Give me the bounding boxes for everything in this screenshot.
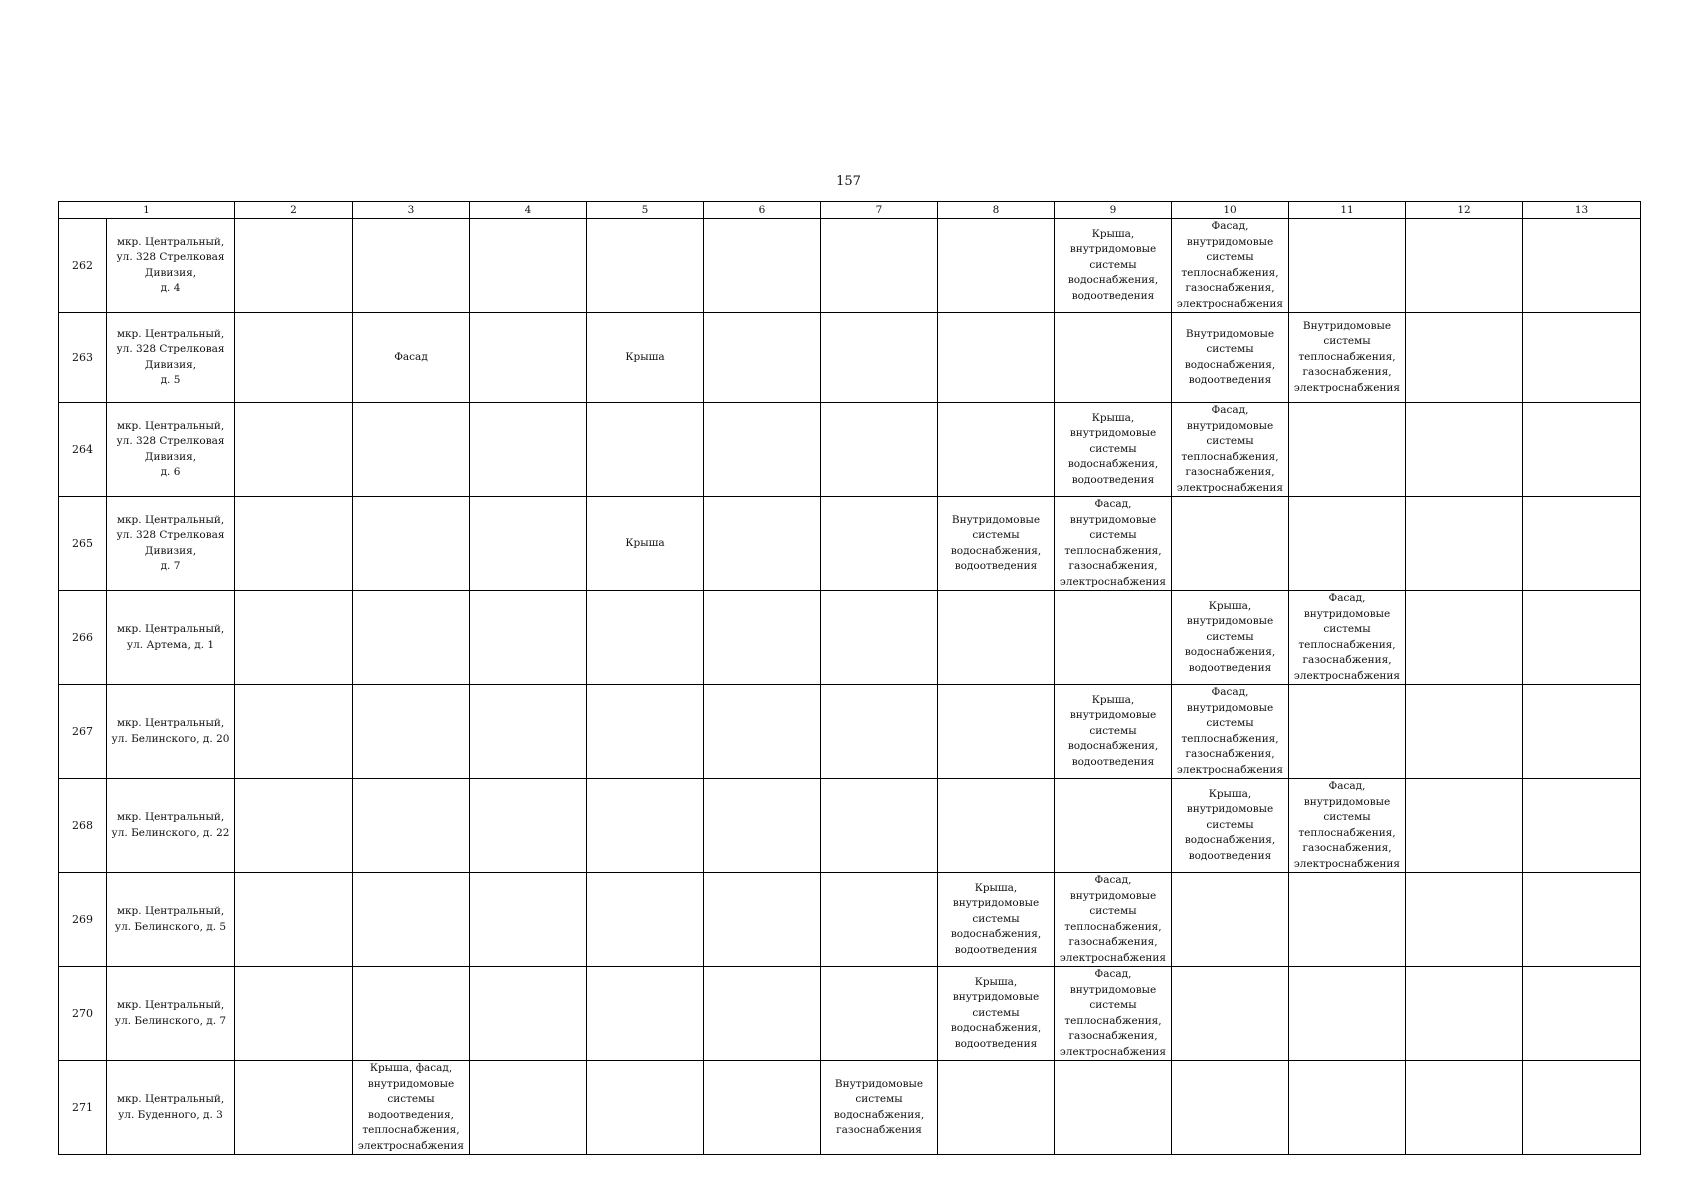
cell-c11 [1289, 967, 1406, 1061]
cell-c9 [1055, 1061, 1172, 1155]
cell-c6 [704, 219, 821, 313]
cell-c7 [821, 403, 938, 497]
work-type-text: Фасад, внутридомовые системы теплоснабжения, газоснабжения, электроснабжения [1176, 686, 1284, 776]
row-number: 265 [72, 536, 93, 550]
cell-c2 [235, 685, 353, 779]
cell-c5 [587, 313, 704, 403]
cell-c3 [353, 497, 470, 591]
cell-c12 [1406, 873, 1523, 967]
cell-c8 [938, 967, 1055, 1061]
row-number: 268 [72, 818, 93, 832]
cell-c8 [938, 873, 1055, 967]
column-header: 12 [1406, 202, 1523, 219]
address-text: мкр. Центральный, ул. 328 Стрелковая Дивизия, д. 7 [116, 513, 225, 572]
cell-c10 [1172, 219, 1289, 313]
cell-c3 [353, 967, 470, 1061]
table-row [59, 1061, 1641, 1155]
cell-c3 [353, 313, 470, 403]
cell-c13 [1523, 403, 1641, 497]
cell-c13 [1523, 591, 1641, 685]
cell-c8 [938, 591, 1055, 685]
cell-c10 [1172, 685, 1289, 779]
cell-c6 [704, 591, 821, 685]
row-number: 264 [72, 442, 93, 456]
cell-c12 [1406, 591, 1523, 685]
cell-c4 [470, 779, 587, 873]
cell-c12 [1406, 313, 1523, 403]
cell-c11 [1289, 403, 1406, 497]
cell-c11 [1289, 873, 1406, 967]
cell-c11 [1289, 313, 1406, 403]
work-type-text: Крыша, внутридомовые системы водоснабжения, водоотведения [1067, 227, 1159, 302]
cell-c6 [704, 967, 821, 1061]
cell-c8 [938, 685, 1055, 779]
cell-c9 [1055, 403, 1172, 497]
cell-c7 [821, 313, 938, 403]
address-cell [107, 967, 235, 1061]
row-number-cell [59, 497, 107, 591]
work-type-text: Фасад, внутридомовые системы теплоснабжения, газоснабжения, электроснабжения [1293, 780, 1401, 870]
cell-c11 [1289, 591, 1406, 685]
row-number: 270 [72, 1006, 93, 1020]
address-text: мкр. Центральный, ул. 328 Стрелковая Дивизия, д. 6 [116, 419, 225, 478]
cell-c10 [1172, 967, 1289, 1061]
cell-c4 [470, 873, 587, 967]
row-number-cell [59, 685, 107, 779]
cell-c9 [1055, 219, 1172, 313]
row-number: 263 [72, 350, 93, 364]
cell-c4 [470, 591, 587, 685]
cell-c4 [470, 313, 587, 403]
cell-c13 [1523, 1061, 1641, 1155]
cell-c4 [470, 219, 587, 313]
cell-c10 [1172, 779, 1289, 873]
cell-c5 [587, 685, 704, 779]
cell-c5 [587, 219, 704, 313]
cell-c2 [235, 403, 353, 497]
cell-c3 [353, 403, 470, 497]
cell-c7 [821, 219, 938, 313]
cell-c10 [1172, 873, 1289, 967]
cell-c2 [235, 497, 353, 591]
table-row [59, 403, 1641, 497]
work-type-text: Фасад, внутридомовые системы теплоснабжения, газоснабжения, электроснабжения [1059, 968, 1167, 1058]
cell-c11 [1289, 685, 1406, 779]
address-cell [107, 591, 235, 685]
row-number-cell [59, 591, 107, 685]
cell-c2 [235, 1061, 353, 1155]
work-type-text: Внутридомовые системы водоснабжения, газоснабжения [833, 1077, 925, 1136]
table-row [59, 967, 1641, 1061]
cell-c2 [235, 219, 353, 313]
cell-c5 [587, 873, 704, 967]
cell-c13 [1523, 313, 1641, 403]
cell-c13 [1523, 779, 1641, 873]
address-text: мкр. Центральный, ул. Буденного, д. 3 [116, 1093, 225, 1121]
cell-c3 [353, 779, 470, 873]
cell-c2 [235, 591, 353, 685]
column-header: 8 [938, 202, 1055, 219]
work-type-text: Крыша [625, 350, 665, 363]
work-type-text: Крыша, внутридомовые системы водоснабжения, водоотведения [1067, 693, 1159, 768]
cell-c4 [470, 967, 587, 1061]
address-text: мкр. Центральный, ул. Белинского, д. 7 [114, 999, 227, 1027]
cell-c8 [938, 497, 1055, 591]
column-header: 11 [1289, 202, 1406, 219]
row-number: 269 [72, 912, 93, 926]
cell-c8 [938, 313, 1055, 403]
cell-c13 [1523, 967, 1641, 1061]
row-number: 266 [72, 630, 93, 644]
column-header: 10 [1172, 202, 1289, 219]
column-header: 13 [1523, 202, 1641, 219]
address-cell [107, 873, 235, 967]
cell-c8 [938, 219, 1055, 313]
work-type-text: Фасад, внутридомовые системы теплоснабжения, газоснабжения, электроснабжения [1059, 874, 1167, 964]
address-text: мкр. Центральный, ул. Белинского, д. 20 [111, 717, 230, 745]
cell-c6 [704, 403, 821, 497]
address-cell [107, 1061, 235, 1155]
row-number: 267 [72, 724, 93, 738]
address-cell [107, 313, 235, 403]
cell-c9 [1055, 967, 1172, 1061]
cell-c7 [821, 497, 938, 591]
cell-c13 [1523, 497, 1641, 591]
cell-c12 [1406, 1061, 1523, 1155]
cell-c6 [704, 779, 821, 873]
cell-c9 [1055, 313, 1172, 403]
cell-c2 [235, 967, 353, 1061]
cell-c3 [353, 219, 470, 313]
cell-c10 [1172, 1061, 1289, 1155]
repair-schedule-table [58, 201, 1641, 1155]
cell-c2 [235, 313, 353, 403]
column-header: 7 [821, 202, 938, 219]
work-type-text: Крыша, внутридомовые системы водоснабжения, водоотведения [950, 881, 1042, 956]
column-header: 9 [1055, 202, 1172, 219]
column-header-row [59, 202, 1641, 219]
address-text: мкр. Центральный, ул. 328 Стрелковая Дивизия, д. 4 [116, 235, 225, 294]
cell-c12 [1406, 685, 1523, 779]
table-row [59, 591, 1641, 685]
cell-c12 [1406, 219, 1523, 313]
cell-c9 [1055, 873, 1172, 967]
cell-c4 [470, 685, 587, 779]
work-type-text: Крыша [625, 536, 665, 549]
cell-c9 [1055, 497, 1172, 591]
cell-c5 [587, 1061, 704, 1155]
cell-c2 [235, 873, 353, 967]
cell-c12 [1406, 403, 1523, 497]
cell-c9 [1055, 591, 1172, 685]
table-row [59, 685, 1641, 779]
cell-c11 [1289, 779, 1406, 873]
cell-c9 [1055, 685, 1172, 779]
cell-c5 [587, 403, 704, 497]
work-type-text: Крыша, внутридомовые системы водоснабжения, водоотведения [1067, 411, 1159, 486]
row-number-cell [59, 219, 107, 313]
cell-c6 [704, 497, 821, 591]
cell-c12 [1406, 967, 1523, 1061]
address-text: мкр. Центральный, ул. 328 Стрелковая Дивизия, д. 5 [116, 327, 225, 386]
cell-c7 [821, 873, 938, 967]
cell-c13 [1523, 685, 1641, 779]
row-number-cell [59, 779, 107, 873]
cell-c7 [821, 967, 938, 1061]
work-type-text: Крыша, внутридомовые системы водоснабжения, водоотведения [950, 975, 1042, 1050]
row-number-cell [59, 313, 107, 403]
cell-c5 [587, 779, 704, 873]
cell-c5 [587, 497, 704, 591]
cell-c7 [821, 779, 938, 873]
work-type-text: Внутридомовые системы теплоснабжения, газоснабжения, электроснабжения [1293, 319, 1401, 394]
row-number-cell [59, 873, 107, 967]
cell-c6 [704, 685, 821, 779]
cell-c11 [1289, 497, 1406, 591]
address-text: мкр. Центральный, ул. Артема, д. 1 [116, 623, 225, 651]
cell-c3 [353, 873, 470, 967]
work-type-text: Внутридомовые системы водоснабжения, водоотведения [950, 513, 1042, 572]
cell-c10 [1172, 313, 1289, 403]
table-row [59, 779, 1641, 873]
page-number: 157 [836, 174, 861, 189]
cell-c9 [1055, 779, 1172, 873]
cell-c8 [938, 779, 1055, 873]
cell-c3 [353, 591, 470, 685]
work-type-text: Фасад [394, 350, 428, 363]
address-cell [107, 779, 235, 873]
cell-c13 [1523, 873, 1641, 967]
row-number-cell [59, 403, 107, 497]
column-header: 4 [470, 202, 587, 219]
table-row [59, 497, 1641, 591]
cell-c12 [1406, 497, 1523, 591]
cell-c3 [353, 1061, 470, 1155]
cell-c12 [1406, 779, 1523, 873]
work-type-text: Крыша, внутридомовые системы водоснабжения, водоотведения [1184, 787, 1276, 862]
cell-c8 [938, 403, 1055, 497]
row-number-cell [59, 967, 107, 1061]
cell-c4 [470, 1061, 587, 1155]
cell-c10 [1172, 591, 1289, 685]
cell-c5 [587, 591, 704, 685]
address-cell [107, 497, 235, 591]
address-cell [107, 219, 235, 313]
cell-c3 [353, 685, 470, 779]
cell-c4 [470, 497, 587, 591]
cell-c13 [1523, 219, 1641, 313]
cell-c6 [704, 313, 821, 403]
cell-c10 [1172, 403, 1289, 497]
cell-c11 [1289, 1061, 1406, 1155]
row-number: 262 [72, 258, 93, 272]
cell-c6 [704, 1061, 821, 1155]
address-cell [107, 403, 235, 497]
row-number-cell [59, 1061, 107, 1155]
column-header: 6 [704, 202, 821, 219]
work-type-text: Фасад, внутридомовые системы теплоснабжения, газоснабжения, электроснабжения [1176, 220, 1284, 310]
cell-c7 [821, 591, 938, 685]
column-header: 5 [587, 202, 704, 219]
cell-c7 [821, 685, 938, 779]
table-row [59, 873, 1641, 967]
row-number: 271 [72, 1100, 93, 1114]
cell-c5 [587, 967, 704, 1061]
work-type-text: Крыша, фасад, внутридомовые системы водоотведения, теплоснабжения, электроснабжения [357, 1062, 465, 1152]
cell-c7 [821, 1061, 938, 1155]
column-header: 2 [235, 202, 353, 219]
work-type-text: Фасад, внутридомовые системы теплоснабжения, газоснабжения, электроснабжения [1059, 498, 1167, 588]
work-type-text: Внутридомовые системы водоснабжения, водоотведения [1184, 327, 1276, 386]
address-text: мкр. Центральный, ул. Белинского, д. 22 [111, 811, 230, 839]
cell-c6 [704, 873, 821, 967]
work-type-text: Крыша, внутридомовые системы водоснабжения, водоотведения [1184, 599, 1276, 674]
work-type-text: Фасад, внутридомовые системы теплоснабжения, газоснабжения, электроснабжения [1293, 592, 1401, 682]
column-header: 1 [59, 202, 235, 219]
cell-c10 [1172, 497, 1289, 591]
address-text: мкр. Центральный, ул. Белинского, д. 5 [114, 905, 227, 933]
table-row [59, 219, 1641, 313]
address-cell [107, 685, 235, 779]
cell-c8 [938, 1061, 1055, 1155]
cell-c11 [1289, 219, 1406, 313]
column-header: 3 [353, 202, 470, 219]
work-type-text: Фасад, внутридомовые системы теплоснабжения, газоснабжения, электроснабжения [1176, 404, 1284, 494]
cell-c4 [470, 403, 587, 497]
cell-c2 [235, 779, 353, 873]
table-row [59, 313, 1641, 403]
